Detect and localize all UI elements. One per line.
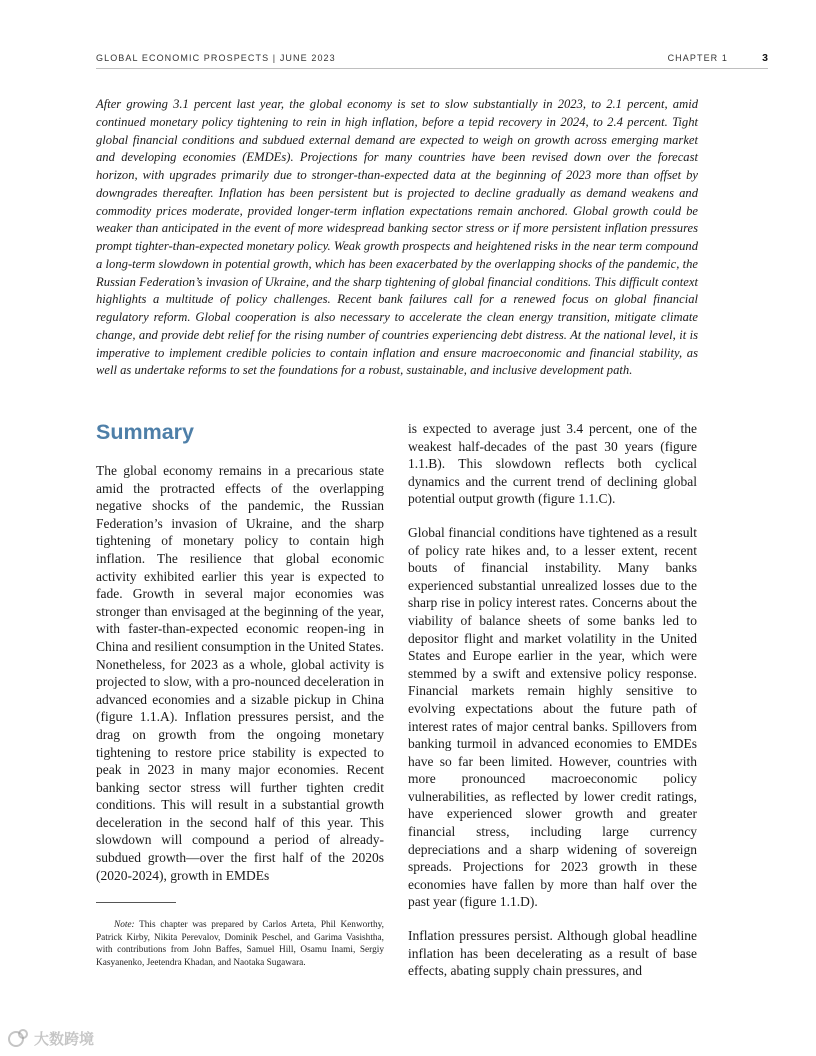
chapter-label: CHAPTER 1 xyxy=(667,53,728,63)
summary-paragraph-1-continued: is expected to average just 3.4 percent, one of the weakest half-decades of the past 30 years (figure 1.1.B). This slowdown reflects both cyclical dynamics and the current trend of declining global potential output growth (figure 1.1.C). xyxy=(408,421,697,507)
running-header xyxy=(96,52,768,68)
watermark-logo-icon xyxy=(6,1027,30,1049)
footnote-label: Note: xyxy=(114,920,135,930)
watermark-text: 大数跨境 xyxy=(34,1029,95,1048)
page-number: 3 xyxy=(762,52,768,64)
left-column xyxy=(96,418,384,884)
running-title: GLOBAL ECONOMIC PROSPECTS | JUNE 2023 xyxy=(96,53,336,63)
right-column xyxy=(408,420,697,980)
header-rule xyxy=(96,68,768,69)
summary-paragraph-2: Global financial conditions have tightened as a result of policy rate hikes and, to a lesser extent, recent bouts of financial instability. Many banks experienced substantial unrealized losses due to the sharp rise in policy interest rates. Concerns about the viability of balance sheets of some banks led to depositor flight and market volatility in the United States and Europe earlier in the year, which were stemmed by a swift and extensive policy response. Financial markets remain highly sensitive to evolving expectations about the future path of interest rates of major central banks. Spillovers from banking turmoil in advanced economies to EMDEs have so far been limited. However, countries with more pronounced macroeconomic policy vulnerabilities, as reflected by lower credit ratings, have experienced slower growth and greater financial stress, including large currency depreciations and a sharp widening of sovereign spreads. Projections for 2023 growth in these economies have fallen by more than half over the past year (figure 1.1.D). xyxy=(408,524,697,910)
footnote-rule xyxy=(96,902,176,903)
summary-paragraph-3: Inflation pressures persist. Although global headline inflation has been decelerating as a result of base effects, abating supply chain pressures, and xyxy=(408,928,697,979)
watermark xyxy=(6,1026,94,1050)
summary-paragraph-1: The global economy remains in a precarious state amid the protracted effects of the overlapping negative shocks of the pandemic, the Russian Federation’s invasion of Ukraine, and the sharp tightening of monetary policy to contain high inflation. The resilience that global economic activity exhibited earlier this year is expected to fade. Growth in several major economies was stronger than envisaged at the beginning of the year, with faster-than-expected economic reopen-ing in China and resilient consumption in the United States. Nonetheless, for 2023 as a whole, global activity is projected to slow, with a pro-nounced deceleration in advanced economies and a sizable pickup in China (figure 1.1.A). Inflation pressures persist, and the drag on growth from the ongoing monetary tightening to restore price stability is expected to peak in 2023 in many major economies. Recent banking sector stress will further tighten credit conditions. This will result in a substantial growth deceleration in the second half of this year. This slowdown will compound a period of already-subdued growth—over the first half of the 2020s (2020-2024), growth in EMDEs xyxy=(96,463,384,883)
footnote-text: This chapter was prepared by Carlos Arteta, Phil Kenworthy, Patrick Kirby, Nikita Perevalov, Dominik Peschel, and Garima Vasishtha, with contributions from John Baffes, Samuel Hill, Osamu Inami, Sergiy Kasyanenko, Jeetendra Khadan, and Naotaka Sugawara. xyxy=(96,920,385,968)
section-title-summary: Summary xyxy=(96,420,194,444)
chapter-abstract: After growing 3.1 percent last year, the global economy is set to slow substantially in 2023, to 2.1 percent, amid continued monetary policy tightening to rein in high inflation, before a tepid recovery in 2024, to 2.4 percent. Tight global financial conditions and subdued external demand are expected to weigh on growth across emerging market and developing economies (EMDEs). Projections for many countries have been revised down over the forecast horizon, with upgrades primarily due to stronger-than-expected data at the beginning of 2023 more than offset by downgrades thereafter. Inflation has been persistent but is projected to decline gradually as demand weakens and commodity prices moderate, provided longer-term inflation expectations remain anchored. Global growth could be weaker than anticipated in the event of more widespread banking sector stress or if more persistent inflation pressures prompt tighter-than-expected monetary policy. Weak growth prospects and heightened risks in the near term compound a long-term slowdown in potential growth, which has been exacerbated by the overlapping shocks of the pandemic, the Russian Federation’s invasion of Ukraine, and the sharp tightening of global financial conditions. This difficult context highlights a multitude of policy challenges. Recent bank failures call for a renewed focus on global financial regulatory reform. Global cooperation is also necessary to accelerate the clean energy transition, mitigate climate change, and provide debt relief for the rising number of countries experiencing debt distress. At the national level, it is imperative to implement credible policies to contain inflation and ensure macroeconomic and financial stability, as well as undertake reforms to set the foundations for a robust, sustainable, and inclusive development path. xyxy=(96,97,698,378)
footnote xyxy=(96,919,384,969)
